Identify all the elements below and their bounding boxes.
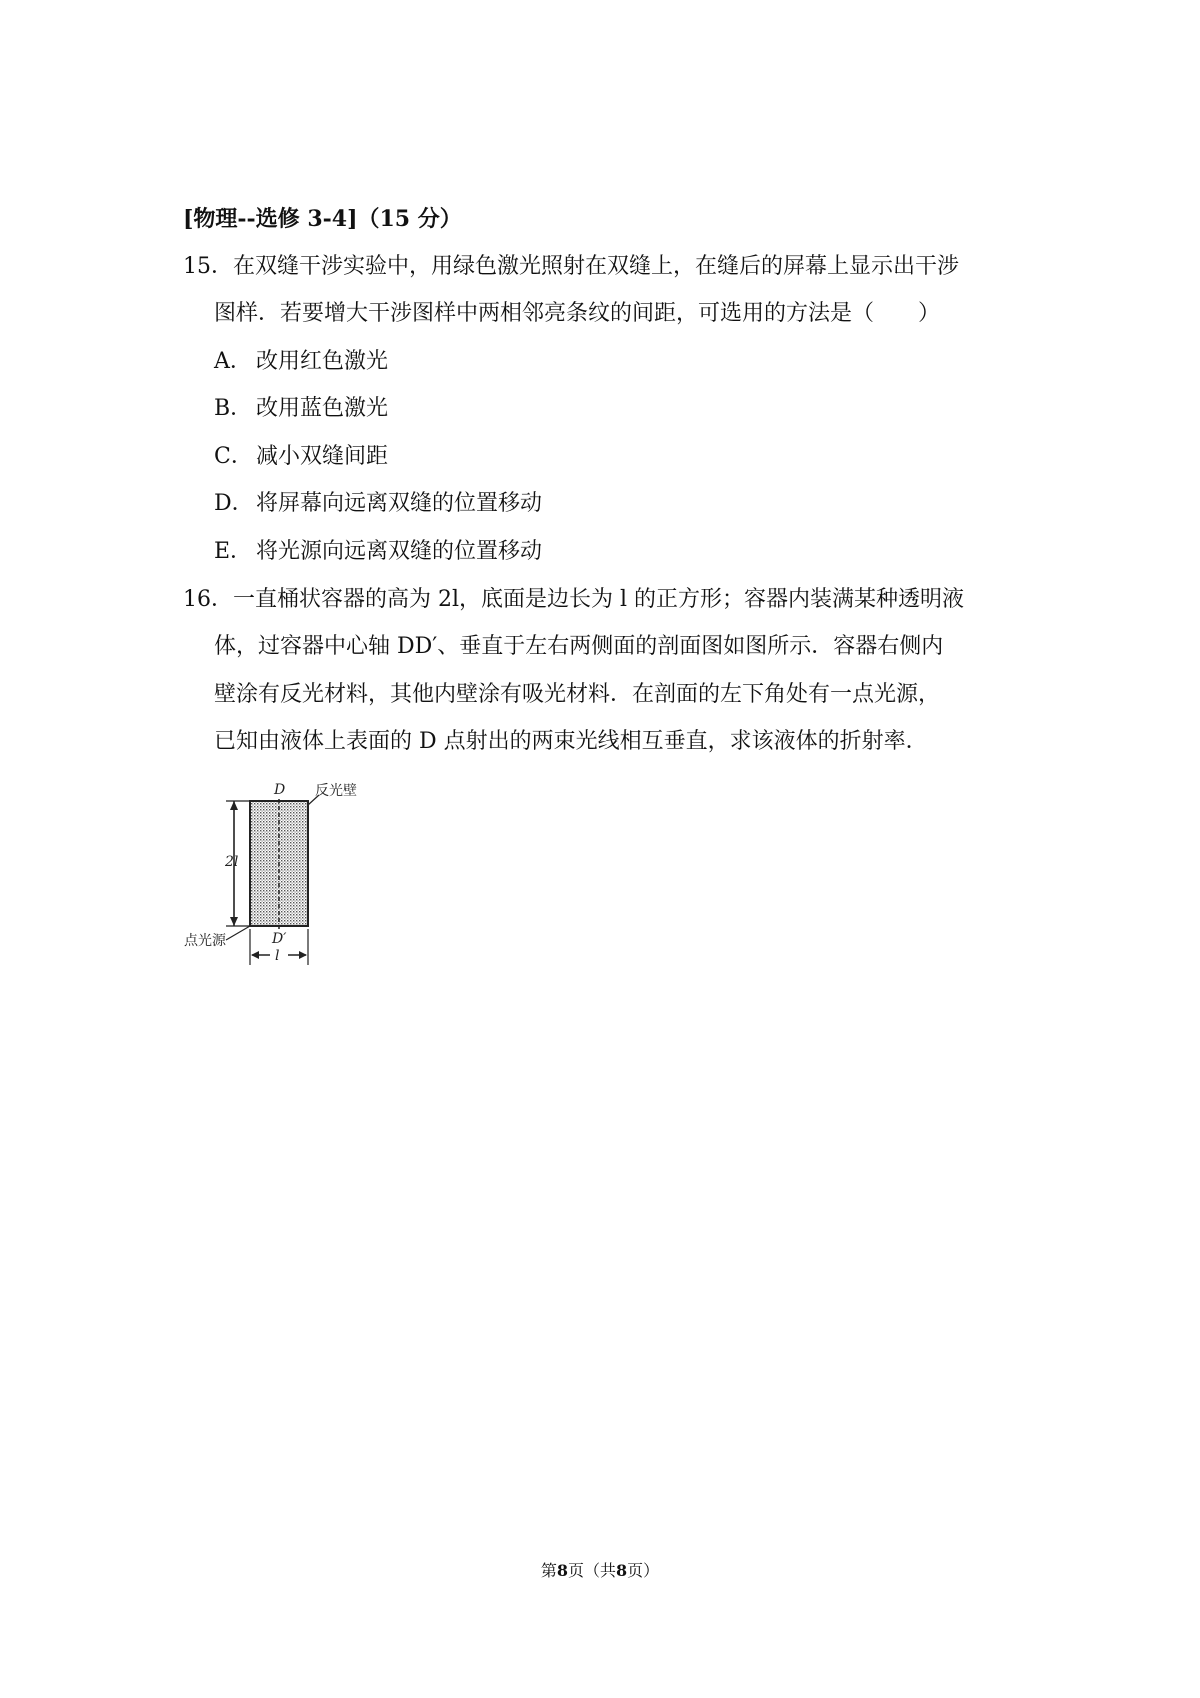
question-16-stem-4: 已知由液体上表面的 D 点射出的两束光线相互垂直，求该液体的折射率．	[214, 729, 928, 754]
arrow-left-icon	[251, 951, 259, 959]
question-16-stem-3: 壁涂有反光材料，其他内壁涂有吸光材料．在剖面的左下角处有一点光源，	[214, 682, 941, 707]
question-15-stem-1: 在双缝干涉实验中，用绿色激光照射在双缝上，在缝后的屏幕上显示出干涉	[233, 254, 960, 279]
option-e	[214, 534, 542, 565]
label-d: D	[274, 782, 286, 798]
option-c-text: 减小双缝间距	[256, 444, 389, 469]
question-16-stem-1: 一直桶状容器的高为 2l，底面是边长为 l 的正方形；容器内装满某种透明液	[233, 587, 965, 612]
footer-page-number: 8	[556, 1561, 568, 1580]
label-height: 2l	[225, 854, 239, 870]
option-d-text: 将屏幕向远离双缝的位置移动	[256, 491, 543, 516]
question-15-line-1	[183, 249, 959, 280]
question-16-line-1	[183, 582, 964, 613]
footer-mid: 页（共	[567, 1561, 616, 1580]
label-d-prime: D′	[272, 931, 287, 947]
option-d	[214, 486, 542, 517]
question-15-number: 15．	[183, 254, 233, 279]
footer-total-pages: 8	[616, 1561, 628, 1580]
label-point-source: 点光源	[184, 933, 226, 949]
option-b-text: 改用蓝色激光	[256, 396, 389, 421]
container-cross-section-figure	[182, 779, 382, 967]
footer-suffix: 页）	[627, 1561, 660, 1580]
option-a-label: A．	[214, 349, 252, 374]
question-16-stem-2: 体，过容器中心轴 DD′、垂直于左右两侧面的剖面图如图所示．容器右侧内	[214, 634, 944, 659]
option-a-text: 改用红色激光	[256, 349, 389, 374]
arrow-right-icon	[299, 951, 307, 959]
arrow-up-icon	[230, 801, 238, 810]
source-leader-line	[226, 926, 250, 940]
question-16-number: 16．	[183, 587, 233, 612]
footer-prefix: 第	[540, 1561, 557, 1580]
label-width: l	[275, 948, 280, 964]
option-e-label: E．	[214, 539, 253, 564]
page-footer	[0, 1558, 1200, 1581]
option-b	[214, 391, 388, 422]
label-reflective-wall: 反光壁	[315, 783, 357, 799]
option-e-text: 将光源向远离双缝的位置移动	[256, 539, 543, 564]
section-title: [物理--选修 3-4]（15 分）	[183, 206, 462, 232]
option-c-label: C．	[214, 444, 253, 469]
option-a	[214, 344, 388, 375]
option-b-label: B．	[214, 396, 253, 421]
option-c	[214, 439, 388, 470]
option-d-label: D．	[214, 491, 254, 516]
arrow-down-icon	[230, 917, 238, 926]
question-15-stem-2: 图样．若要增大干涉图样中两相邻亮条纹的间距，可选用的方法是（ ）	[214, 301, 941, 326]
